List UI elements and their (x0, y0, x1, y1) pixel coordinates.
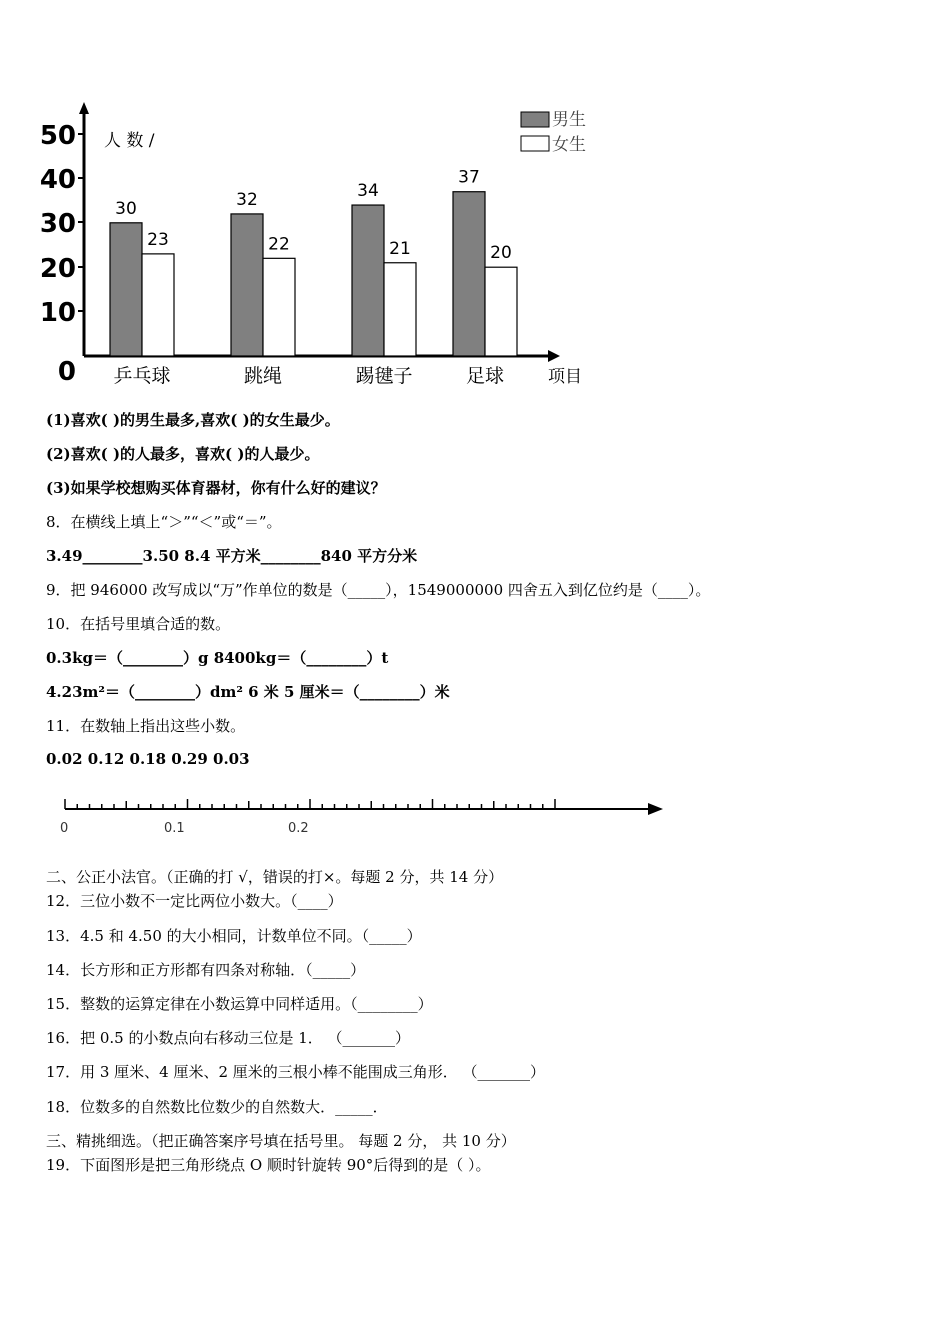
bar-girls-1 (142, 254, 174, 356)
legend-label-boys: 男生 (552, 110, 586, 130)
bar-value-label: 32 (236, 189, 258, 210)
bar-value-label: 22 (268, 234, 290, 255)
number-line-label: 0.2 (288, 821, 309, 836)
bar-boys-4 (453, 192, 485, 356)
question-8-items: 3.49________3.50 8.4 平方米________840 平方分米 (46, 547, 418, 565)
question-10-a: 0.3kg＝（________）g 8400kg＝（________）t (46, 649, 389, 667)
question-10-b: 4.23m²＝（________）dm² 6 米 5 厘米＝（________）米 (46, 683, 450, 701)
bar-boys-3 (352, 205, 384, 356)
category-label: 足球 (465, 365, 505, 387)
question-9: 9．把 946000 改写成以“万”作单位的数是（_____），1549000000 四舍五入到亿位约是（____）。 (46, 581, 711, 599)
section-2-heading: 二、公正小法官。（正确的打 √，错误的打×。每题 2 分，共 14 分） (46, 868, 504, 886)
question-13: 13．4.5 和 4.50 的大小相同，计数单位不同。（_____） (46, 927, 422, 945)
y-tick-label: 10 (40, 298, 76, 328)
bar-boys-1 (110, 223, 142, 356)
question-19: 19．下面图形是把三角形绕点 O 顺时针旋转 90°后得到的是（ ）。 (46, 1156, 491, 1174)
question-sub1: (1)喜欢( )的男生最多,喜欢( )的女生最少。 (46, 411, 340, 429)
y-tick-label: 50 (40, 121, 76, 151)
question-sub3: (3)如果学校想购买体育器材，你有什么好的建议？ (46, 479, 386, 497)
question-11-numbers: 0.02 0.12 0.18 0.29 0.03 (46, 750, 250, 768)
bar-boys-2 (231, 214, 263, 356)
number-line (50, 788, 710, 848)
y-tick-label: 20 (40, 254, 76, 284)
y-tick-label: 0 (57, 357, 76, 387)
bar-girls-3 (384, 263, 416, 356)
number-line-label: 0 (60, 821, 69, 836)
y-tick-label: 30 (40, 209, 76, 239)
bar-value-label: 37 (458, 167, 480, 188)
legend-swatch-boys (521, 112, 549, 127)
bar-value-label: 34 (357, 181, 379, 202)
bar-value-label: 30 (115, 198, 137, 219)
y-axis-arrow (79, 102, 89, 114)
question-17: 17．用 3 厘米、4 厘米、2 厘米的三根小棒不能围成三角形． （_______） (46, 1063, 546, 1081)
category-label: 乒乓球 (113, 365, 171, 387)
bar-value-label: 21 (389, 238, 411, 259)
question-sub2: (2)喜欢( )的人最多，喜欢( )的人最少。 (46, 445, 320, 463)
question-12: 12．三位小数不一定比两位小数大。（____） (46, 892, 343, 910)
question-8: 8．在横线上填上“＞”“＜”或“＝”。 (46, 513, 282, 531)
number-line-label: 0.1 (164, 821, 185, 836)
question-11: 11．在数轴上指出这些小数。 (46, 717, 246, 735)
question-14: 14．长方形和正方形都有四条对称轴．（_____） (46, 961, 366, 979)
question-15: 15．整数的运算定律在小数运算中同样适用。（________） (46, 995, 433, 1013)
x-axis-arrow (548, 350, 560, 362)
y-tick-label: 40 (40, 165, 76, 195)
x-axis-label: 项目 (548, 367, 582, 387)
legend-swatch-girls (521, 136, 549, 151)
category-label: 踢毽子 (355, 365, 413, 387)
question-18: 18．位数多的自然数比位数少的自然数大．_____． (46, 1098, 388, 1116)
bar-girls-2 (263, 258, 295, 356)
section-3-heading: 三、精挑细选。（把正确答案序号填在括号里。 每题 2 分， 共 10 分） (46, 1132, 516, 1150)
question-16: 16．把 0.5 的小数点向右移动三位是 1． （_______） (46, 1029, 411, 1047)
question-10: 10．在括号里填合适的数。 (46, 615, 231, 633)
bar-value-label: 20 (490, 243, 512, 264)
bar-value-label: 23 (147, 229, 169, 250)
category-label: 跳绳 (243, 365, 283, 387)
number-line-arrow (648, 803, 663, 815)
legend-label-girls: 女生 (552, 135, 586, 155)
y-axis-label: 人 数 / (104, 131, 155, 151)
bar-chart (40, 100, 620, 400)
bar-girls-4 (485, 267, 517, 356)
